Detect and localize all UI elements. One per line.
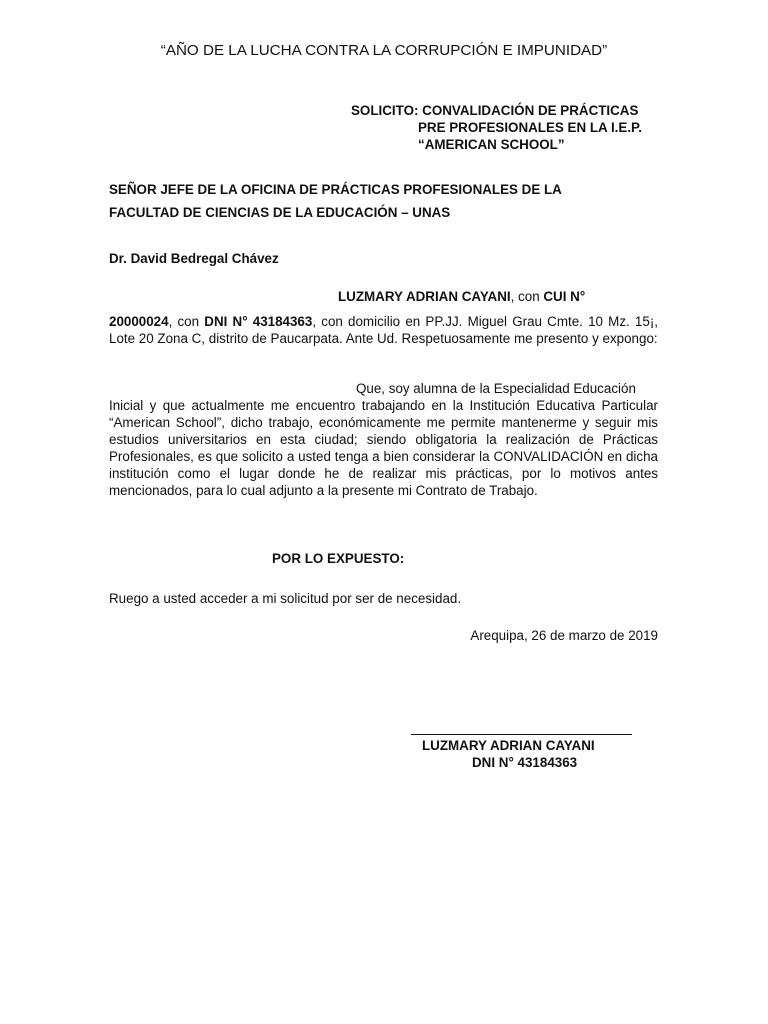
subject-line-3: “AMERICAN SCHOOL” [418,137,565,152]
applicant-name: LUZMARY ADRIAN CAYANI [338,289,511,304]
intro-text-1: , con [510,289,544,304]
dni-label: DNI N° 43184363 [204,314,313,329]
subject-block [351,102,642,153]
signature-name: LUZMARY ADRIAN CAYANI [422,738,595,753]
por-lo-expuesto-heading: POR LO EXPUESTO: [272,551,405,566]
body-first-line: Que, soy alumna de la Especialidad Educación [356,381,636,396]
intro-text-2: , con [168,314,205,329]
place-date: Arequipa, 26 de marzo de 2019 [470,628,658,643]
body-paragraph [109,380,658,499]
cui-number: 20000024 [109,314,169,329]
body-rest: Inicial y que actualmente me encuentro trabajando en la Institución Educativa Particular “American School”, dicho trabajo, económicamente me permite mantenerme y seguir mis estudios universitarios en esta ciudad; siendo obligatoria la realización de Prácticas Profesionales, es que solicito a usted tenga a bien considerar la CONVALIDACIÓN en dicha institución como el lugar donde he de realizar mis prácticas, por lo motivos antes mencionados, para lo cual adjunto a la presente mi Contrato de Trabajo. [109,398,658,498]
intro-paragraph [109,288,658,347]
addressee-line-2: FACULTAD DE CIENCIAS DE LA EDUCACIÓN – UNAS [109,205,451,220]
request-sentence: Ruego a usted acceder a mi solicitud por ser de necesidad. [109,591,462,606]
intro-first-line [109,288,658,305]
addressee-name: Dr. David Bedregal Chávez [109,251,279,266]
cui-label: CUI N° [543,289,586,304]
signature-line [411,734,632,735]
subject-line-2: PRE PROFESIONALES EN LA I.E.P. [418,120,642,135]
intro-rest [109,313,658,347]
addressee-block [109,178,669,224]
signature-dni: DNI N° 43184363 [472,755,578,770]
addressee-line-1: SEÑOR JEFE DE LA OFICINA DE PRÁCTICAS PROFESIONALES DE LA [109,182,562,197]
intro-text-3: , con domicilio en PP.JJ. Miguel Grau Cmte. 10 Mz. 15¡, Lote 20 Zona C, distrito de Paucarpata. Ante Ud. Respetuosamente me presento y expongo: [109,314,658,346]
year-motto: “AÑO DE LA LUCHA CONTRA LA CORRUPCIÓN E IMPUNIDAD” [160,42,608,59]
subject-line-1: SOLICITO: CONVALIDACIÓN DE PRÁCTICAS [351,103,639,118]
